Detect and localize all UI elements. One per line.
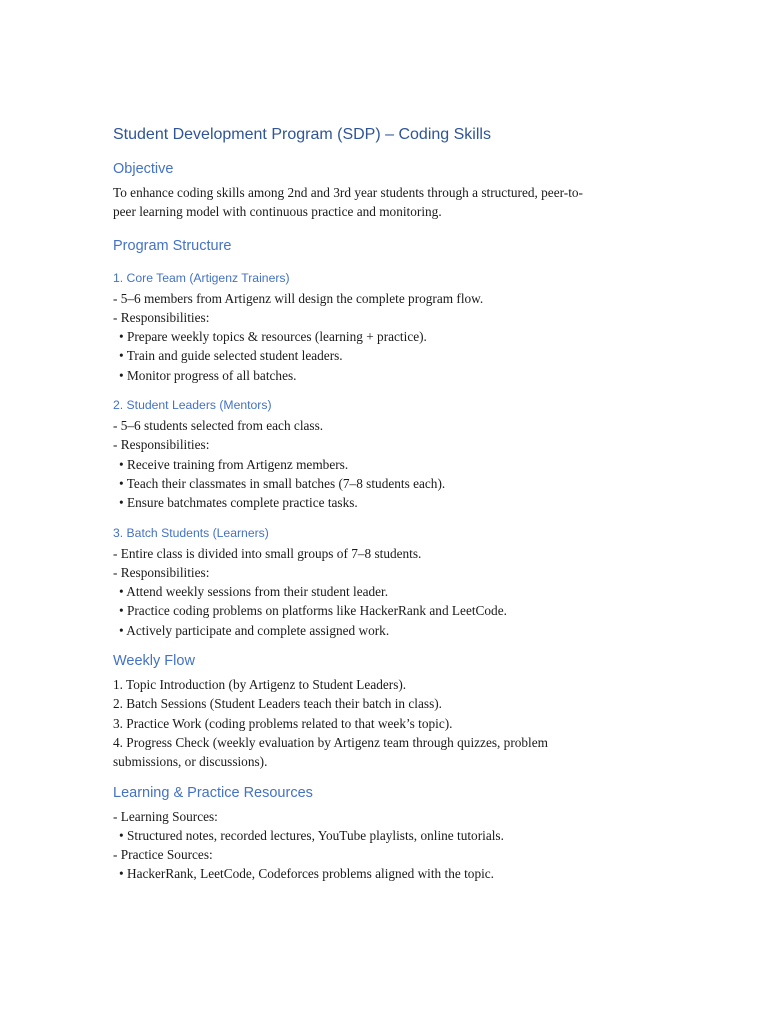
bullet-item: • Ensure batchmates complete practice tasks. bbox=[119, 495, 358, 511]
list-item: submissions, or discussions). bbox=[113, 754, 268, 770]
program-structure-heading: Program Structure bbox=[113, 237, 232, 254]
document-body bbox=[113, 124, 653, 884]
weekly-flow-heading: Weekly Flow bbox=[113, 653, 195, 670]
bullet-item: • Monitor progress of all batches. bbox=[119, 367, 297, 383]
student-leaders-list bbox=[113, 416, 653, 512]
student-leaders-heading: 2. Student Leaders (Mentors) bbox=[113, 398, 272, 413]
bullet-item: • Prepare weekly topics & resources (learning + practice). bbox=[119, 329, 427, 345]
bullet-item: • Attend weekly sessions from their student leader. bbox=[119, 584, 389, 600]
list-item: - Responsibilities: bbox=[113, 309, 210, 325]
bullet-item: • Structured notes, recorded lectures, YouTube playlists, online tutorials. bbox=[119, 827, 504, 843]
core-team-heading: 1. Core Team (Artigenz Trainers) bbox=[113, 270, 290, 285]
core-team-list bbox=[113, 289, 653, 385]
bullet-item: • Practice coding problems on platforms like HackerRank and LeetCode. bbox=[119, 603, 507, 619]
list-item: - 5–6 members from Artigenz will design the complete program flow. bbox=[113, 290, 484, 306]
list-item: - Responsibilities: bbox=[113, 564, 210, 580]
weekly-flow-list bbox=[113, 675, 653, 771]
objective-paragraph bbox=[113, 183, 653, 222]
list-item: - 5–6 students selected from each class. bbox=[113, 418, 324, 434]
list-item: 3. Practice Work (coding problems related to that week’s topic). bbox=[113, 715, 453, 731]
bullet-item: • HackerRank, LeetCode, Codeforces problems aligned with the topic. bbox=[119, 866, 495, 882]
list-item: 1. Topic Introduction (by Artigenz to Student Leaders). bbox=[113, 677, 407, 693]
resources-heading: Learning & Practice Resources bbox=[113, 784, 313, 801]
list-item: - Practice Sources: bbox=[113, 847, 213, 863]
objective-line: To enhance coding skills among 2nd and 3rd year students through a structured, peer-to- bbox=[113, 185, 583, 200]
batch-students-heading: 3. Batch Students (Learners) bbox=[113, 525, 269, 540]
objective-heading: Objective bbox=[113, 161, 174, 177]
document-title: Student Development Program (SDP) – Coding Skills bbox=[113, 126, 491, 143]
objective-line: peer learning model with continuous practice and monitoring. bbox=[113, 204, 442, 220]
batch-students-list bbox=[113, 544, 653, 640]
bullet-item: • Receive training from Artigenz members. bbox=[119, 456, 349, 472]
bullet-item: • Train and guide selected student leaders. bbox=[119, 348, 343, 364]
list-item: 2. Batch Sessions (Student Leaders teach their batch in class). bbox=[113, 696, 443, 712]
list-item: - Entire class is divided into small groups of 7–8 students. bbox=[113, 545, 422, 561]
list-item: 4. Progress Check (weekly evaluation by Artigenz team through quizzes, problem bbox=[113, 734, 548, 750]
bullet-item: • Actively participate and complete assigned work. bbox=[119, 622, 390, 638]
list-item: - Learning Sources: bbox=[113, 808, 218, 824]
bullet-item: • Teach their classmates in small batches (7–8 students each). bbox=[119, 475, 446, 491]
resources-list bbox=[113, 807, 653, 884]
list-item: - Responsibilities: bbox=[113, 437, 210, 453]
